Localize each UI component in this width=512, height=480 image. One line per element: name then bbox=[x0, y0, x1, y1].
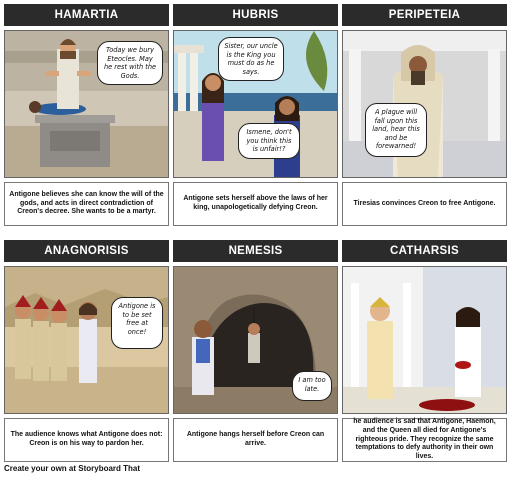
panel-caption: he audience is sad that Antigone, Haemon, and the Queen all died for Antigone's righteous pride. They recognize the same temptations to defy authority in their own lives. bbox=[342, 418, 507, 462]
panel-title: HUBRIS bbox=[173, 4, 338, 26]
panel-hubris bbox=[173, 4, 338, 226]
panel-title: CATHARSIS bbox=[342, 240, 507, 262]
panel-scene bbox=[4, 266, 169, 414]
panel-caption: Tiresias convinces Creon to free Antigone. bbox=[342, 182, 507, 226]
panel-catharsis bbox=[342, 240, 507, 462]
panel-title: ANAGNORISIS bbox=[4, 240, 169, 262]
panel-scene bbox=[4, 30, 169, 178]
panel-title: PERIPETEIA bbox=[342, 4, 507, 26]
speech-bubble: I am too late. bbox=[292, 371, 332, 401]
footer-attribution[interactable]: Create your own at Storyboard That bbox=[4, 464, 141, 473]
panel-title: NEMESIS bbox=[173, 240, 338, 262]
panel-scene bbox=[173, 30, 338, 178]
speech-bubble: Antigone is to be set free at once! bbox=[111, 297, 163, 349]
speech-bubble: Today we bury Eteocles. May he rest with the Gods. bbox=[97, 41, 163, 85]
speech-bubble: Sister, our uncle is the King you must do as he says. bbox=[218, 37, 284, 81]
panel-peripeteia bbox=[342, 4, 507, 226]
panel-scene bbox=[342, 30, 507, 178]
speech-bubble: A plague will fall upon this land, hear this and be forewarned! bbox=[365, 103, 427, 157]
panel-caption: Antigone hangs herself before Creon can arrive. bbox=[173, 418, 338, 462]
scene-illustration bbox=[343, 31, 506, 177]
panel-scene bbox=[173, 266, 338, 414]
speech-bubble: Ismene, don't you think this is unfair!? bbox=[238, 123, 300, 159]
panel-caption: Antigone believes she can know the will of the gods, and acts in direct contradiction of Creon's decree. She wants to be a martyr. bbox=[4, 182, 169, 226]
panel-anagnorisis bbox=[4, 240, 169, 462]
panel-caption: The audience knows what Antigone does not: Creon is on his way to pardon her. bbox=[4, 418, 169, 462]
panel-title: HAMARTIA bbox=[4, 4, 169, 26]
panel-hamartia bbox=[4, 4, 169, 226]
scene-illustration bbox=[343, 267, 506, 413]
panel-nemesis bbox=[173, 240, 338, 462]
panel-scene bbox=[342, 266, 507, 414]
panel-caption: Antigone sets herself above the laws of her king, unapologetically defying Creon. bbox=[173, 182, 338, 226]
